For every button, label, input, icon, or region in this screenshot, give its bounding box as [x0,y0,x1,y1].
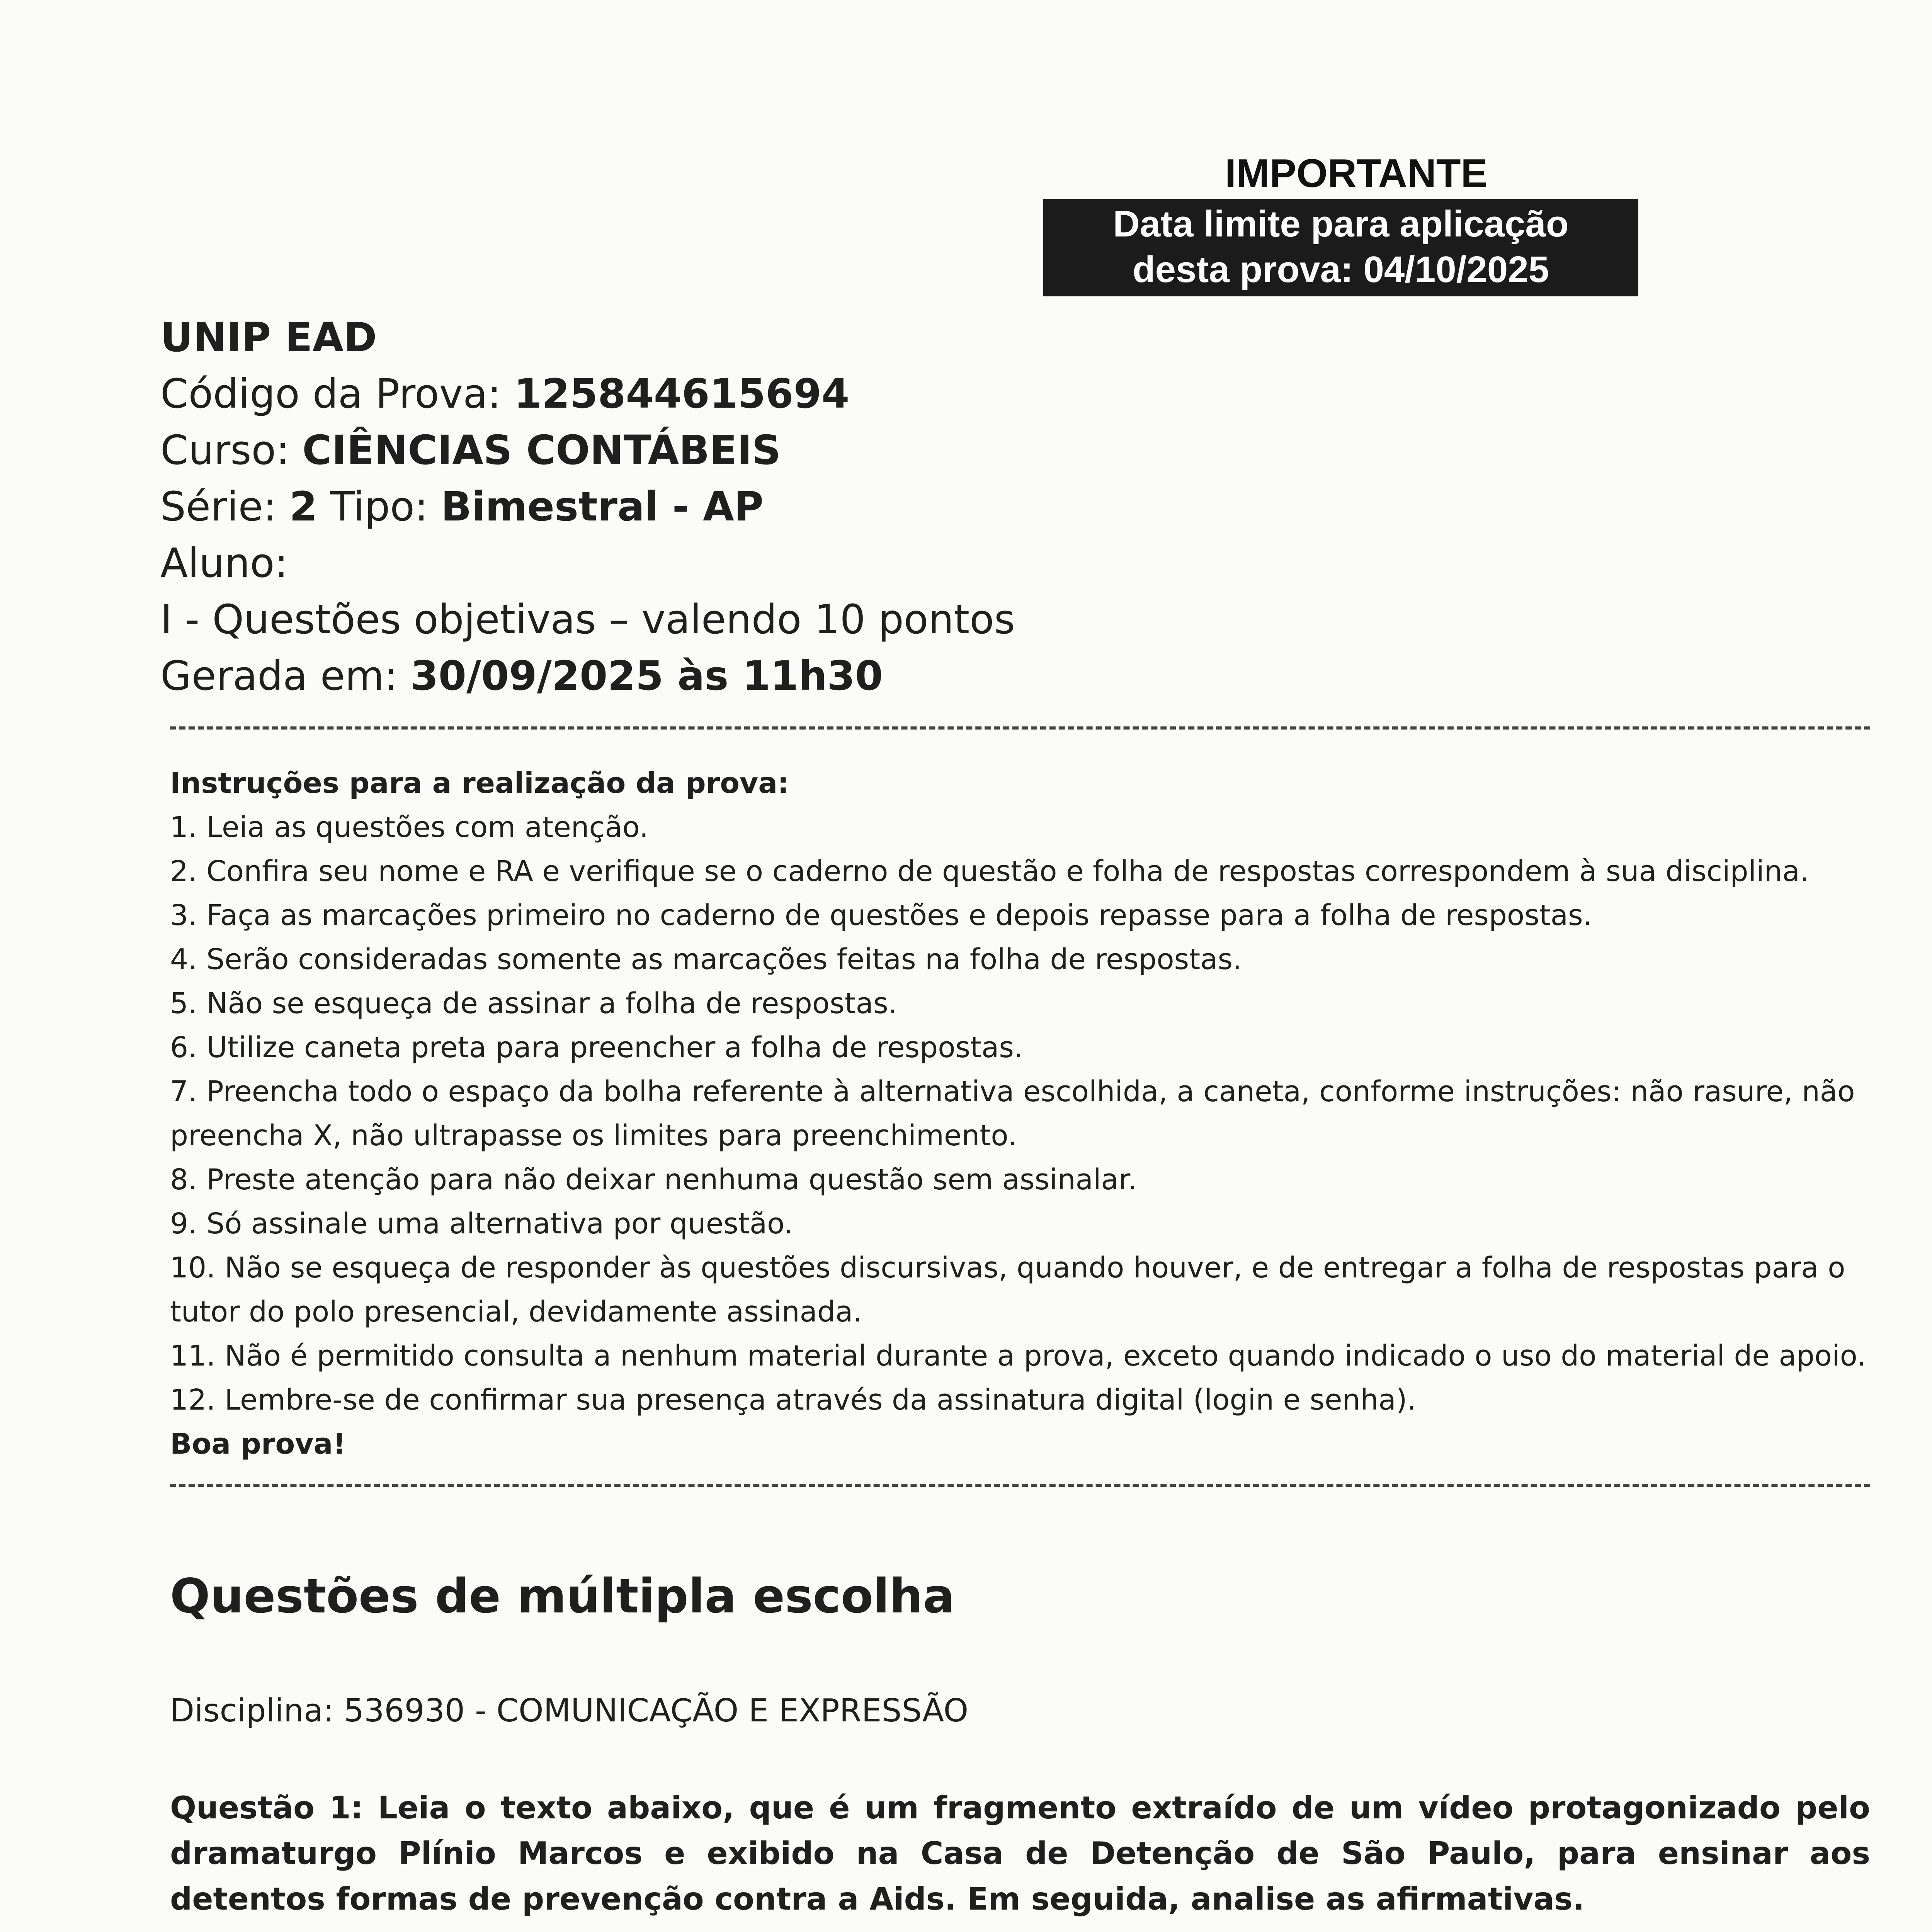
course-label: Curso: [160,427,303,474]
instruction-item: 9. Só assinale uma alternativa por questão. [170,1207,793,1240]
type: Bimestral - AP [441,483,764,530]
section-title: Questões de múltipla escolha [170,1569,955,1624]
generated-line [160,648,1861,704]
instruction-item: 4. Serão consideradas somente as marcações feitas na folha de respostas. [170,943,1242,976]
series-line [160,478,1861,535]
divider-bottom [170,1484,1870,1487]
instructions-title: Instruções para a realização da prova: [170,767,789,800]
student-line: Aluno: [160,539,288,587]
important-notice [1043,151,1638,296]
instruction-item: 1. Leia as questões com atenção. [170,811,649,844]
discipline: Disciplina: 536930 - COMUNICAÇÃO E EXPRESSÃO [170,1692,969,1729]
question-text: Questão 1: Leia o texto abaixo, que é um fragmento extraído de um vídeo protagonizado pelo dramaturgo Plínio Marcos e exibido na Casa de Detenção de São Paulo, para ensinar aos detentos formas de prevenção contra a Aids. Em seguida, analise as afirmativas. [170,1790,1870,1917]
divider-top [170,726,1870,730]
generated-date: 30/09/2025 às 11h30 [410,652,883,699]
instruction-item: 12. Lembre-se de confirmar sua presença através da assinatura digital (login e senha). [170,1383,1417,1417]
institution: UNIP EAD [160,314,377,361]
instruction-item: 3. Faça as marcações primeiro no caderno de questões e depois repasse para a folha de respostas. [170,899,1592,932]
instruction-item: 11. Não é permitido consulta a nenhum material durante a prova, exceto quando indicado o uso do material de apoio. [170,1339,1866,1372]
deadline-line-1: Data limite para aplicação [1113,203,1569,245]
exam-code-label: Código da Prova: [160,370,514,417]
course: CIÊNCIAS CONTÁBEIS [302,427,781,474]
instruction-item: 5. Não se esqueça de assinar a folha de respostas. [170,987,898,1020]
type-label: Tipo: [317,483,441,530]
important-title: IMPORTANTE [1225,151,1488,196]
instruction-item: 6. Utilize caneta preta para preencher a folha de respostas. [170,1031,1023,1064]
deadline-line-2: desta prova: 04/10/2025 [1133,249,1549,290]
course-line [160,422,1861,478]
instructions [170,761,1870,1466]
exam-code-line [160,366,1861,422]
instruction-item: 7. Preencha todo o espaço da bolha referente à alternativa escolhida, a caneta, conforme instruções: não rasure, não preencha X, não ultrapasse os limites para preenchimento. [170,1075,1855,1152]
closing-text: Boa prova! [170,1427,346,1461]
instruction-item: 2. Confira seu nome e RA e verifique se o caderno de questão e folha de respostas correspondem à sua disciplina. [170,855,1809,888]
exam-code: 125844615694 [514,370,850,417]
exam-header [160,309,1861,704]
generated-label: Gerada em: [160,652,411,699]
instruction-item: 8. Preste atenção para não deixar nenhuma questão sem assinalar. [170,1163,1137,1196]
series-label: Série: [160,483,289,530]
deadline-box [1043,199,1638,296]
instruction-item: 10. Não se esqueça de responder às questões discursivas, quando houver, e de entregar a folha de respostas para o tutor do polo presencial, devidamente assinada. [170,1251,1845,1328]
series: 2 [289,483,318,530]
part-line: I - Questões objetivas – valendo 10 pontos [160,596,1015,643]
